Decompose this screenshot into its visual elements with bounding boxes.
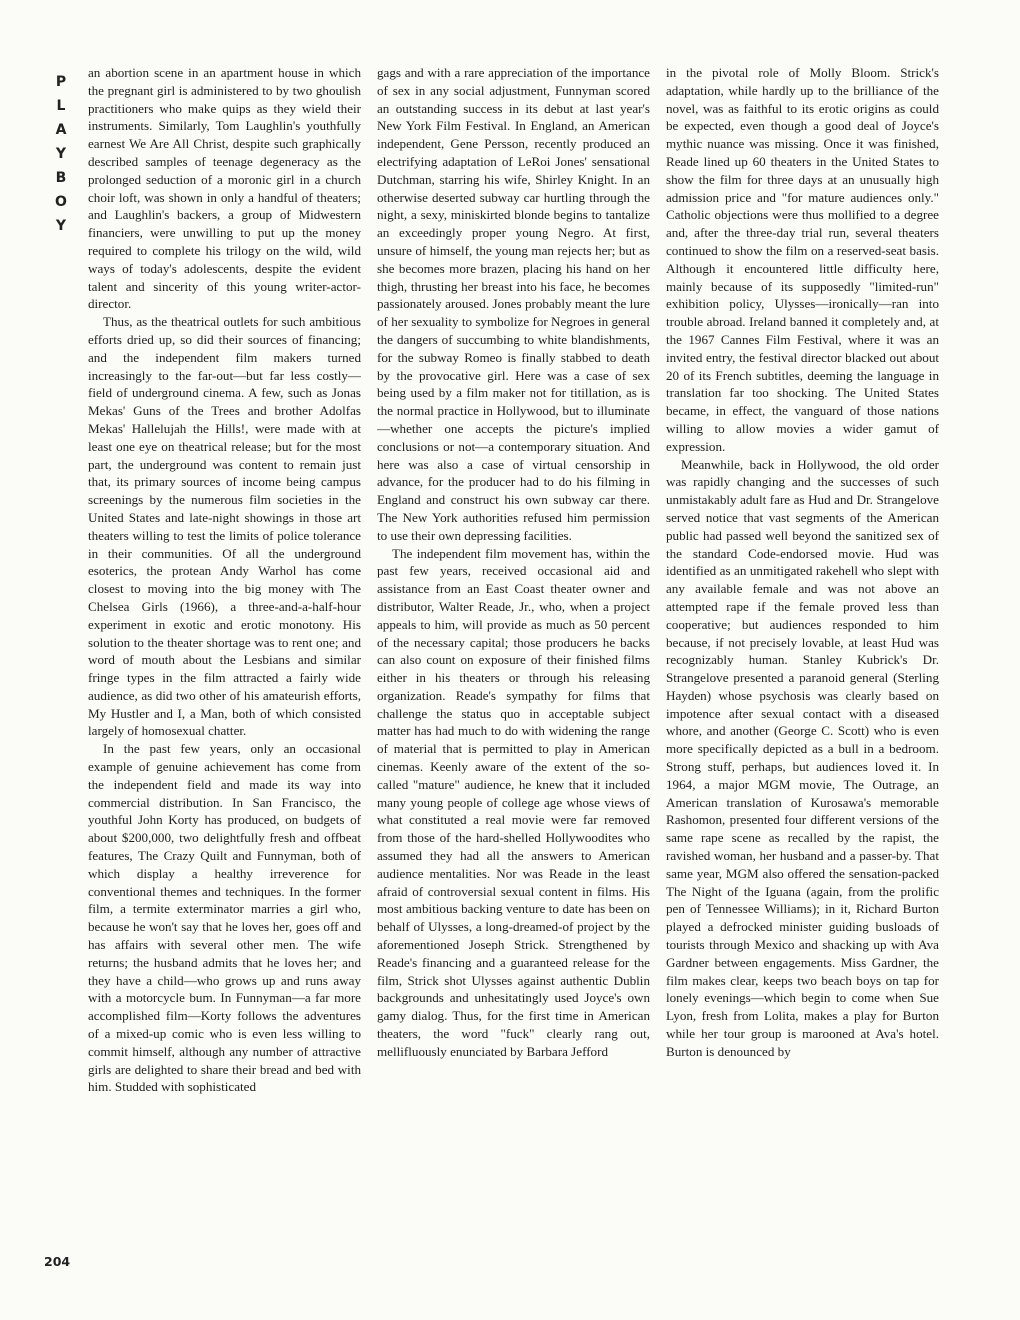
page-number: 204 [44, 1254, 71, 1269]
masthead-letter: Y [55, 146, 67, 162]
magazine-name-vertical [50, 70, 72, 238]
text-column-3 [666, 64, 939, 1274]
masthead-letter: P [55, 74, 67, 90]
masthead-letter: B [55, 170, 67, 186]
text-column-2 [377, 64, 650, 1274]
paragraph: In the past few years, only an occasional example of genuine achievement has come from the independent field and made its way into commercial distribution. In San Francisco, the youthful John Korty has produced, on budgets of about $200,000, two delightfully fresh and offbeat features, The Crazy Quilt and Funnyman, both of which display a healthy irreverence for conventional themes and techniques. In the former film, a termite exterminator marries a girl who, because he won't say that he loves her, goes off and has affairs with several other men. The wife returns; the husband admits that he loves her; and they have a child—who grows up and runs away with a motorcycle bum. In Funnyman—a far more accomplished film—Korty follows the adventures of a mixed-up comic who is even less willing to commit himself, although any number of attractive girls are delighted to share their bread and bed with him. Studded with sophisticated [88, 741, 361, 1095]
paragraph: an abortion scene in an apartment house in which the pregnant girl is administered to by two ghoulish practitioners who make quips as they wield their instruments. Similarly, Tom Laughlin's youthfully earnest We Are All Christ, despite such graphically described samples of teenage degeneracy as the prolonged seduction of a moronic girl in a church choir loft, was shown in only a handful of theaters; and Laughlin's backers, a group of Midwestern financiers, were unwilling to put up the money required to complete his trilogy on the wild, wild ways of today's adolescents, despite the evident talent and sincerity of this young writer-actor-director. [88, 65, 361, 312]
paragraph: The independent film movement has, within the past few years, received occasional aid and assistance from an East Coast theater owner and distributor, Walter Reade, Jr., who, when a project appeals to him, will provide as much as 50 percent of the necessary capital; those producers he backs can also count on exposure of their finished films either in his theaters or through his releasing organization. Reade's sympathy for films that challenge the status quo in acceptable subject matter has had much to do with widening the range of material that is permitted to play in American cinemas. Keenly aware of the extent of the so-called "mature" audience, he knew that it included many young people of college age whose views of what constituted a real movie were far removed from those of the hard-shelled Hollywoodites who assumed they had all the answers to American audience mentalities. Nor was Reade in the least afraid of controversial sexual content in films. His most ambitious backing venture to date has been on behalf of Ulysses, a long-dreamed-of project by the aforementioned Joseph Strick. Strengthened by Reade's financing and a guaranteed release for the film, Strick shot Ulysses against authentic Dublin backgrounds and unhesitatingly used Joyce's own gamy dialog. Thus, for the first time in American theaters, the word "fuck" clearly rang out, mellifluously enunciated by Barbara Jefford [377, 545, 650, 1059]
paragraph: in the pivotal role of Molly Bloom. Strick's adaptation, while hardly up to the brilliance of the novel, was as faithful to its erotic origins as could be expected, even though a good deal of Joyce's mythic nuance was missing. Once it was finished, Reade lined up 60 theaters in the United States to show the film for three days at an unusually high admission price and "for mature audiences only." Catholic objections were thus mollified to a degree and, after the three-day trial run, several theaters continued to show the film on a reserved-seat basis. Although it encountered little difficulty here, mainly because of its supposedly "limited-run" exhibition policy, Ulysses—ironically—ran into trouble abroad. Ireland banned it completely and, at the 1967 Cannes Film Festival, where it was an invited entry, the festival director blacked out about 20 of its French subtitles, deeming the language in translation far too shocking. The United States became, in effect, the vanguard of those nations willing to allow movies a wider gamut of expression. [666, 65, 939, 454]
paragraph: Thus, as the theatrical outlets for such ambitious efforts dried up, so did their sources of financing; and the independent film makers turned increasingly to the far-out—but far less costly—field of underground cinema. A few, such as Jonas Mekas' Guns of the Trees and brother Adolfas Mekas' Hallelujah the Hills!, were made with at least one eye on theatrical release; but for the most part, the underground was content to remain just that, its primary sources of income being campus screenings by the numerous film societies in the United States and late-night showings in those art theaters willing to test the limits of police tolerance in their communities. Of all the underground esoterics, the protean Andy Warhol has come closest to moving into the big money with The Chelsea Girls (1966), a three-and-a-half-hour experiment in exotic and erotic monotony. His solution to the theater shortage was to rent one; and word of mouth about the Lesbians and similar fringe types in the film attracted a fairly wide audience, as did two other of his amateurish efforts, My Hustler and I, a Man, both of which consisted largely of homosexual chatter. [88, 314, 361, 739]
paragraph: Meanwhile, back in Hollywood, the old order was rapidly changing and the successes of such unmistakably adult fare as Hud and Dr. Strangelove served notice that vast segments of the American public had passed well beyond the sanitized sex of the standard Code-endorsed movie. Hud was identified as an unmitigated rakehell who slept with any available female and was not above an attempted rape if the female proved less than cooperative; but audiences responded to him because, if not precisely lovable, at least Hud was recognizably human. Stanley Kubrick's Dr. Strangelove presented a paranoid general (Sterling Hayden) whose psychosis was clearly based on impotence after sexual contact with a diseased whore, and another (George C. Scott) who is even more specifically depicted as a bull in a bedroom. Strong stuff, perhaps, but audiences loved it. In 1964, a major MGM movie, The Outrage, an American translation of Kurosawa's memorable Rashomon, presented four different versions of the same rape scene as recalled by the rapist, the ravished woman, her husband and a passer-by. That same year, MGM also offered the sensation-packed The Night of the Iguana (again, from the prolific pen of Tennessee Williams); in it, Richard Burton played a defrocked minister guiding busloads of tourists through Mexico and shacking up with Ava Gardner between engagements. Miss Gardner, the film makes clear, keeps two beach boys on tap for lonely evenings—which begin to come when Sue Lyon, fresh from Lolita, makes a play for Burton while her tour group is marooned at Ava's hotel. Burton is denounced by [666, 456, 939, 1059]
masthead-letter: Y [55, 218, 67, 234]
masthead-letter: L [56, 98, 66, 114]
masthead-letter: O [55, 194, 67, 210]
text-column-1 [88, 64, 361, 1274]
masthead-letter: A [55, 122, 67, 138]
paragraph: gags and with a rare appreciation of the importance of sex in any social adjustment, Funnyman scored an outstanding success in its debut at last year's New York Film Festival. In England, an American independent, Gene Persson, recently produced an electrifying adaptation of LeRoi Jones' sensational Dutchman, starring his wife, Shirley Knight. In an otherwise deserted subway car hurtling through the night, a sexy, miniskirted blonde begins to tantalize an exceedingly proper young Negro. At first, unsure of himself, the young man rejects her; but as she becomes more brazen, placing his hand on her thigh, thrusting her breast into his face, he becomes passionately aroused. Jones probably meant the lure of her sexuality to symbolize for Negroes in general the dangers of succumbing to white blandishments, for the subway Romeo is finally stabbed to death by the provocative girl. Here was a case of sex being used by a film maker not for titillation, as is the normal practice in Hollywood, but to illuminate—whether one accepts the picture's implied conclusions or not—a contemporary situation. And here was also a case of virtual censorship in advance, for the producer had to do his filming in England and construct his own subway car there. The New York authorities refused him permission to use their own depressing facilities. [377, 65, 650, 543]
